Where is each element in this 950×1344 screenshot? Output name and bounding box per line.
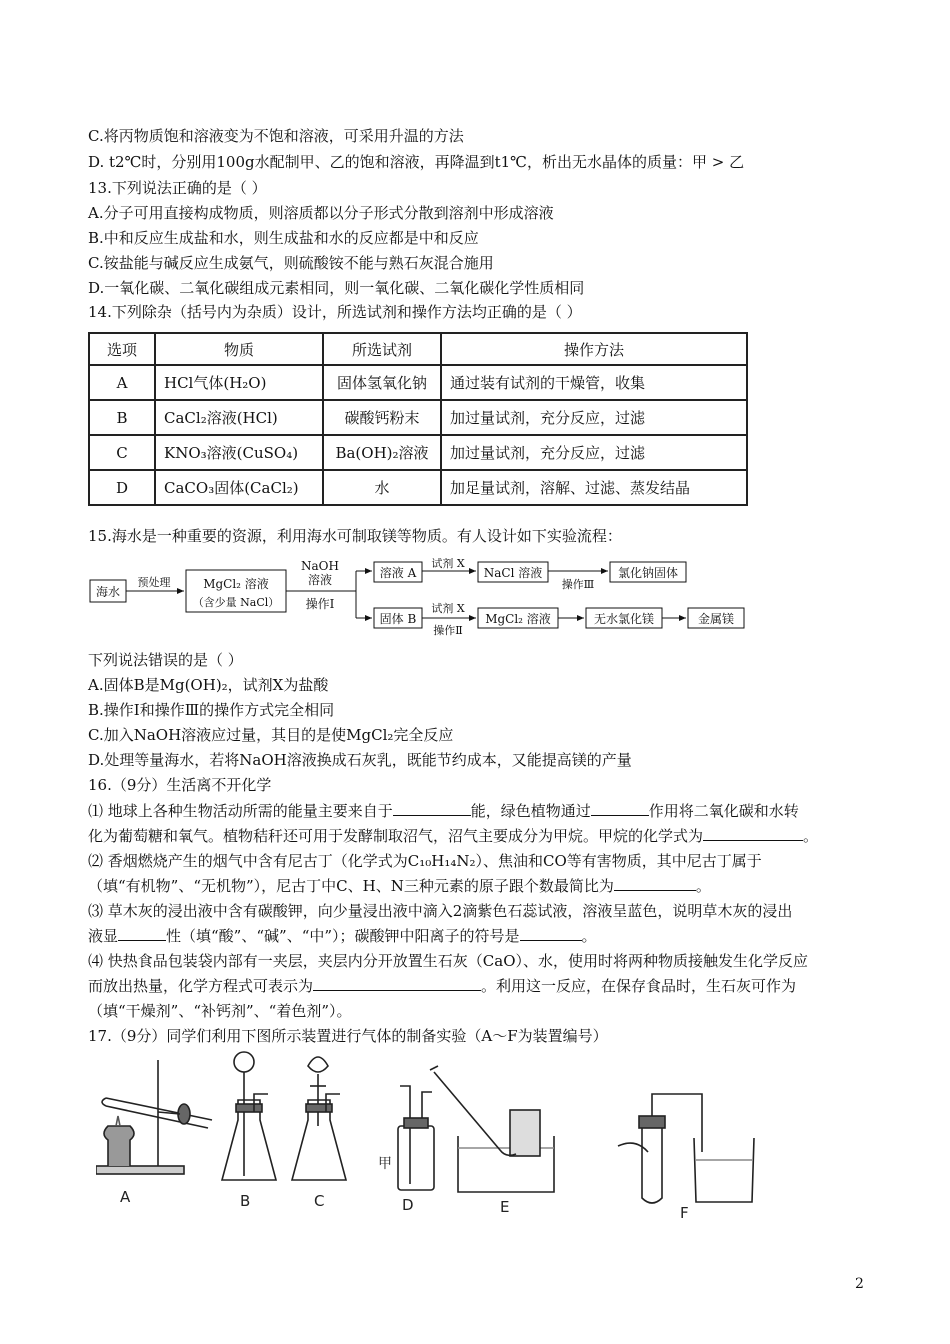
q12-option-c: C.将丙物质饱和溶液变为不饱和溶液，可采用升温的方法 xyxy=(88,127,464,145)
q17-stem: 17.（9分）同学们利用下图所示装置进行气体的制备实验（A～F为装置编号） xyxy=(88,1027,608,1045)
op2-label: 操作Ⅱ xyxy=(433,624,463,637)
table-cell: A xyxy=(89,365,155,400)
table-cell: D xyxy=(89,470,155,505)
table-cell: KNO₃溶液(CuSO₄) xyxy=(155,435,323,470)
apparatus-diagram xyxy=(96,1042,776,1222)
q16-1-text-a: ⑴ 地球上各种生物活动所需的能量主要来自于 xyxy=(88,802,393,820)
q13-option-b: B.中和反应生成盐和水，则生成盐和水的反应都是中和反应 xyxy=(88,229,479,247)
label-a: A xyxy=(120,1188,131,1206)
process-flow-diagram xyxy=(88,558,748,640)
answer-blank[interactable] xyxy=(118,926,166,941)
page-number: 2 xyxy=(855,1276,864,1292)
q16-stem: 16.（9分）生活离不开化学 xyxy=(88,776,272,794)
table-header-row xyxy=(89,333,747,365)
table-cell: 加过量试剂，充分反应，过滤 xyxy=(441,435,747,470)
q12-option-d: D. t2℃时，分别用100g水配制甲、乙的饱和溶液，再降温到t1℃，析出无水晶体的质量：甲 > 乙 xyxy=(88,153,745,171)
answer-blank[interactable] xyxy=(393,801,471,816)
naoh-label: NaOH xyxy=(301,559,339,573)
apparatus-a xyxy=(96,1060,212,1174)
nacl-label: NaCl 溶液 xyxy=(483,566,543,580)
label-e: E xyxy=(500,1198,510,1216)
d-label-jia: 甲 xyxy=(378,1156,392,1172)
q15-question: 下列说法错误的是（ ） xyxy=(88,651,243,669)
q15-option-a: A.固体B是Mg(OH)₂，试剂X为盐酸 xyxy=(88,676,329,694)
metal-mg-label: 金属镁 xyxy=(697,612,735,626)
seawater-label: 海水 xyxy=(95,585,121,599)
q13-option-c: C.铵盐能与碱反应生成氨气，则硫酸铵不能与熟石灰混合施用 xyxy=(88,254,494,272)
apparatus-e xyxy=(430,1066,554,1192)
q16-4-text-c: 。利用这一反应，在保存食品时，生石灰可作为 xyxy=(481,977,797,995)
op3-label: 操作Ⅲ xyxy=(561,578,595,591)
answer-blank[interactable] xyxy=(703,826,803,841)
table-cell: B xyxy=(89,400,155,435)
table-cell: 加足量试剂，溶解、过滤、蒸发结晶 xyxy=(441,470,747,505)
q16-1-text-c: 作用将二氧化碳和水转 xyxy=(648,802,799,820)
table-row xyxy=(89,400,747,435)
mgcl2-label: MgCl₂ 溶液 xyxy=(203,577,269,591)
table-cell: 加过量试剂，充分反应，过滤 xyxy=(441,400,747,435)
solid-b-label: 固体 B xyxy=(379,612,417,626)
reagent-x-label: 试剂 X xyxy=(431,558,465,570)
q14-stem: 14.下列除杂（括号内为杂质）设计，所选试剂和操作方法均正确的是（ ） xyxy=(88,303,582,321)
q16-3-text-b: 液显 xyxy=(88,927,119,945)
q15-stem: 15.海水是一种重要的资源，利用海水可制取镁等物质。有人设计如下实验流程： xyxy=(88,527,622,545)
q16-part2-line1: ⑵ 香烟燃烧产生的烟气中含有尼古丁（化学式为C₁₀H₁₄N₂）、焦油和CO等有害物质，其中尼古丁属于 xyxy=(88,852,762,870)
answer-blank[interactable] xyxy=(520,926,582,941)
apparatus-b xyxy=(222,1052,276,1180)
table-row xyxy=(89,365,747,400)
mgcl2-b-label: MgCl₂ 溶液 xyxy=(485,612,551,626)
label-d: D xyxy=(402,1196,414,1214)
q16-1-text-b: 能，绿色植物通过 xyxy=(470,802,591,820)
table-header: 操作方法 xyxy=(441,333,747,365)
nacl-solid-label: 氯化钠固体 xyxy=(617,566,679,580)
apparatus-f xyxy=(618,1094,754,1203)
answer-blank[interactable] xyxy=(591,801,649,816)
apparatus-c xyxy=(292,1057,346,1180)
table-row xyxy=(89,435,747,470)
q16-part4-line1: ⑷ 快热食品包装袋内部有一夹层，夹层内分开放置生石灰（CaO）、水，使用时将两种物质接触发生化学反应 xyxy=(88,952,808,970)
anhydrous-label: 无水氯化镁 xyxy=(593,612,655,626)
q16-part4-line3: （填“干燥剂”、“补钙剂”、“着色剂”）。 xyxy=(88,1002,352,1020)
table-header: 选项 xyxy=(89,333,155,365)
q16-part4-line2 xyxy=(88,976,796,996)
label-c: C xyxy=(314,1192,325,1210)
q16-part2-line2 xyxy=(88,876,711,896)
table-cell: CaCl₂溶液(HCl) xyxy=(155,400,323,435)
table-header: 物质 xyxy=(155,333,323,365)
q16-4-text-b: 而放出热量，化学方程式可表示为 xyxy=(88,977,314,995)
reagent-x2-label: 试剂 X xyxy=(431,602,465,615)
q16-part1-line2 xyxy=(88,826,818,846)
table-cell: 通过装有试剂的干燥管，收集 xyxy=(441,365,747,400)
period: 。 xyxy=(695,877,711,895)
q16-part3-line2 xyxy=(88,926,597,946)
label-b: B xyxy=(240,1192,251,1210)
q16-part1-line1 xyxy=(88,801,799,821)
q13-stem: 13.下列说法正确的是（ ） xyxy=(88,179,267,197)
q15-option-b: B.操作Ⅰ和操作Ⅲ的操作方式完全相同 xyxy=(88,701,335,719)
table-cell: Ba(OH)₂溶液 xyxy=(323,435,441,470)
q16-2-text-b: （填“有机物”、“无机物”），尼古丁中C、H、N三种元素的原子跟个数最简比为 xyxy=(88,877,614,895)
q13-option-d: D.一氧化碳、二氧化碳组成元素相同，则一氧化碳、二氧化碳化学性质相同 xyxy=(88,279,585,297)
table-cell: C xyxy=(89,435,155,470)
table-cell: 水 xyxy=(323,470,441,505)
op1-label: 操作Ⅰ xyxy=(305,597,335,611)
table-header: 所选试剂 xyxy=(323,333,441,365)
table-cell: HCl气体(H₂O) xyxy=(155,365,323,400)
apparatus-d xyxy=(378,1086,434,1190)
naoh-solution-label: 溶液 xyxy=(307,573,333,587)
q16-1-text-d: 化为葡萄糖和氧气。植物秸秆还可用于发酵制取沼气，沼气主要成分为甲烷。甲烷的化学式为 xyxy=(88,827,704,845)
q14-table xyxy=(88,332,748,506)
q16-3-text-c: 性（填“酸”、“碱”、“中”）；碳酸钾中阳离子的符号是 xyxy=(166,927,520,945)
solution-a-label: 溶液 A xyxy=(379,566,417,580)
period: 。 xyxy=(581,927,597,945)
table-cell: 碳酸钙粉末 xyxy=(323,400,441,435)
q16-part3-line1: ⑶ 草木灰的浸出液中含有碳酸钾，向少量浸出液中滴入2滴紫色石蕊试液，溶液呈蓝色，说明草木灰的浸出 xyxy=(88,902,793,920)
pretreat-label: 预处理 xyxy=(137,576,171,589)
q15-option-d: D.处理等量海水，若将NaOH溶液换成石灰乳，既能节约成本，又能提高镁的产量 xyxy=(88,751,632,769)
answer-blank[interactable] xyxy=(313,976,481,991)
label-f: F xyxy=(680,1204,689,1222)
mgcl2-note: （含少量 NaCl） xyxy=(192,596,280,609)
answer-blank[interactable] xyxy=(614,876,696,891)
table-row xyxy=(89,470,747,505)
period: 。 xyxy=(803,827,819,845)
q13-option-a: A.分子可用直接构成物质，则溶质都以分子形式分散到溶剂中形成溶液 xyxy=(88,204,554,222)
table-cell: CaCO₃固体(CaCl₂) xyxy=(155,470,323,505)
table-cell: 固体氢氧化钠 xyxy=(323,365,441,400)
q15-option-c: C.加入NaOH溶液应过量，其目的是使MgCl₂完全反应 xyxy=(88,726,454,744)
